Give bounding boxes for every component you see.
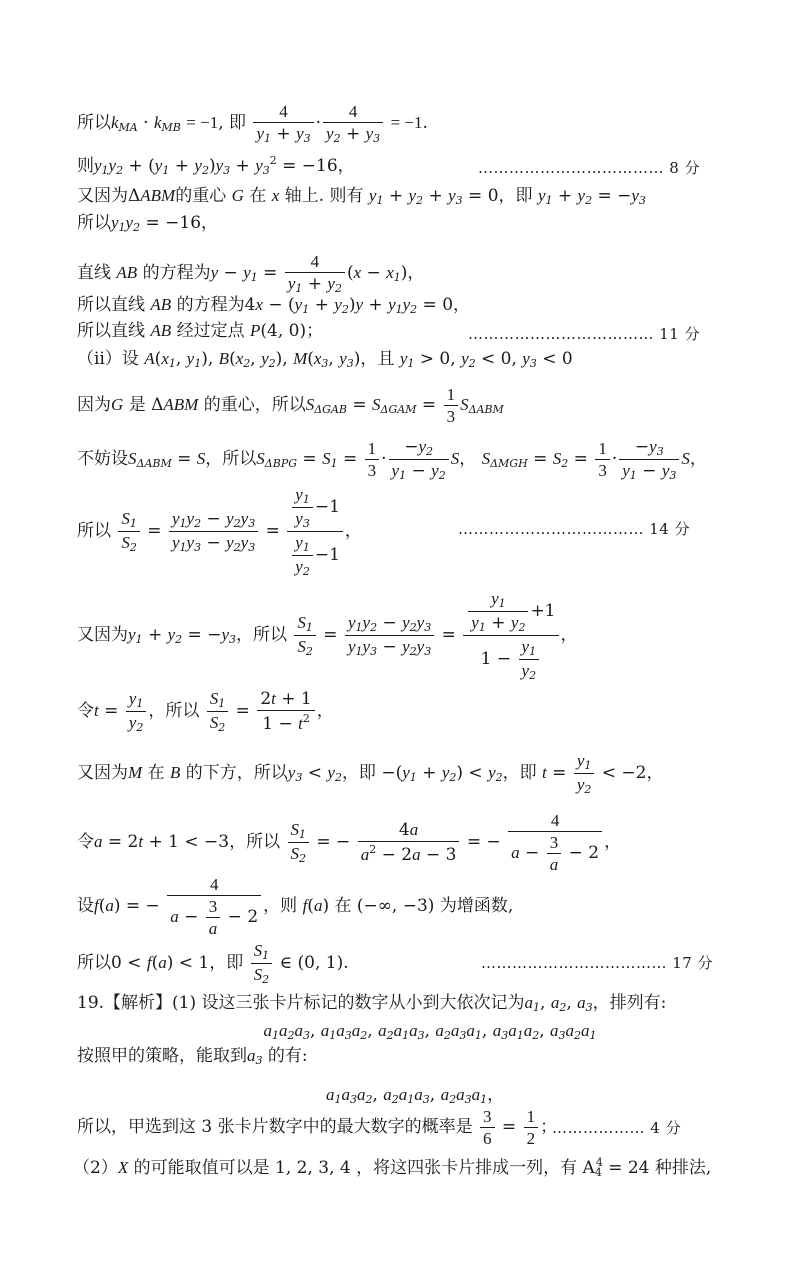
line-3: 又因为ΔABM的重心 G 在 x 轴上. 则有 $y_1 + y_2 + y_3 = 0$，即 $y_1 + y_2 = -y_3$ bbox=[77, 186, 646, 207]
fraction: $\frac{4}{y_1 + y_3}$ bbox=[253, 103, 313, 144]
line-10: 不妨设$S_{\Delta ABM} = S$，所以$S_{\Delta BPG} = S_1$ = $\frac{1}{3}$ · $\frac{-y_2}{y_1 - y_2}$ S， $S_{\Delta MGH} = S_2$ = $\frac{1}{3}$ · $\frac{-y_3}{y_1 - y_3}$ S， bbox=[77, 437, 707, 482]
strategy-permutations: $a_1a_3a_2$, $a_2a_1a_3$, $a_2a_3a_1$， bbox=[325, 1085, 505, 1106]
line-2: 则$y_1y_2 + (y_1 + y_2)y_3 + y_3^2 = -16$， bbox=[77, 154, 355, 177]
score-14: ……………………………… 14 分 bbox=[458, 520, 691, 538]
line-20: 按照甲的策略，能取到$a_3$ 的有: bbox=[77, 1046, 308, 1067]
line-15: 令a = 2t + 1 < −3，所以 $\frac{S_1}{S_2}$ = − $\frac{4a}{a^2 - 2a - 3}$ = − 4 a − $\frac{3}{a}$ − 2 ， bbox=[77, 811, 622, 874]
line-14: 又因为M 在 B 的下方，所以$y_3 < y_2$，即 $-(y_1 + y_2) < y_2$，即 t = $\frac{y_1}{y_2}$ < −2， bbox=[77, 751, 664, 796]
score-8: ……………………………… 8 分 bbox=[478, 159, 701, 177]
line-12: 又因为$y_1 + y_2 = -y_3$，所以 $\frac{S_1}{S_2}$ = $\frac{y_1y_2 - y_2y_3}{y_1y_3 - y_2y_3}$ = $\frac{y_1}{y_1 + y_2}$ +1 1 − $\frac{y_1}{y_2}$ ， bbox=[77, 589, 578, 682]
line-11: 所以 $\frac{S_1}{S_2}$ = $\frac{y_1y_2 - y_2y_3}{y_1y_3 - y_2y_3}$ = $\frac{y_1}{y_3}$ −1 $\frac{y_1}{y_2}$ −1 ， bbox=[77, 485, 362, 578]
score-4: ……………… 4 分 bbox=[552, 1119, 682, 1137]
line-17: 所以0 < f(a) < 1，即 $\frac{S_1}{S_2}$ ∈ (0, 1). bbox=[77, 941, 349, 986]
line-13: 令t = $\frac{y_1}{y_2}$ ，所以 $\frac{S_1}{S_2}$ = $\frac{2t + 1}{1 - t^2}$ ， bbox=[77, 689, 334, 734]
line-9: 因为G 是 ΔABM 的重心，所以$S_{\Delta GAB} = S_{\Delta GAM}$ = $\frac{1}{3}$ $S_{\Delta ABM}$ bbox=[77, 385, 504, 426]
score-11: ……………………………… 11 分 bbox=[468, 325, 701, 343]
line-18: 19.【解析】(1) 设这三张卡片标记的数字从小到大依次记为$a_1$, $a_2$, $a_3$，排列有: bbox=[77, 993, 667, 1014]
permutations-list: $a_1a_2a_3$, $a_1a_3a_2$, $a_2a_1a_3$, $a_2a_3a_1$, $a_3a_1a_2$, $a_3a_2a_1$ bbox=[263, 1021, 597, 1042]
line-23: （2）X 的可能取值可以是 1, 2, 3, 4 ，将这四张卡片排成一列，有 $A_4^4 = 24$ 种排法, bbox=[73, 1156, 712, 1179]
line-5: 直线 AB 的方程为$y - y_1$ = $\frac{4}{y_1 + y_2}$ $(x - x_1)$， bbox=[77, 252, 425, 295]
line-7: 所以直线 AB 经过定点 P(4, 0)； bbox=[77, 321, 324, 341]
line-22: 所以，甲选到这 3 张卡片数字中的最大数字的概率是 $\frac{3}{6}$ = $\frac{1}{2}$ ； bbox=[77, 1107, 558, 1148]
line-4: 所以$y_1y_2 = -16$， bbox=[77, 213, 219, 234]
score-17: ……………………………… 17 分 bbox=[481, 954, 714, 972]
line-6: 所以直线 AB 的方程为$4x - (y_1 + y_2)y + y_1y_2 = 0$， bbox=[77, 295, 471, 316]
line-8: （ⅱ）设 $A(x_1$, $y_1$), $B(x_2$, $y_2$), $M(x_3$, $y_3$)，且 $y_1 > 0$, $y_2 < 0$, $y_3 < 0$ bbox=[77, 349, 573, 370]
line-1: 所以$k_{MA} \cdot k_{MB} = -1$, 即 $\frac{4}{y_1 + y_3}$ · $\frac{4}{y_2 + y_3}$ = −1. bbox=[77, 102, 428, 145]
line-16: 设f(a) = − 4 a − $\frac{3}{a}$ − 2 ，则 f(a) 在 (−∞, −3) 为增函数, bbox=[77, 875, 514, 938]
